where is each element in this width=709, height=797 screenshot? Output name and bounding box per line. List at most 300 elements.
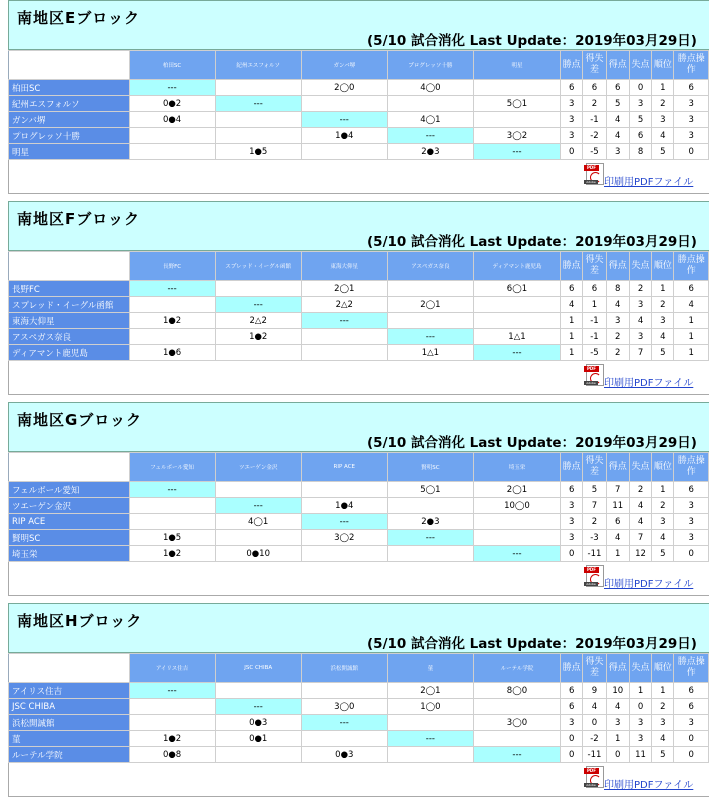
stat-value: 4 [629, 514, 651, 530]
match-result [215, 128, 301, 144]
stat-value: 3 [652, 514, 674, 530]
stat-value: 0 [583, 715, 606, 731]
stat-value: 3 [652, 313, 674, 329]
table-row [9, 144, 709, 160]
last-update: (5/10 試合消化 Last Update：2019年03月29日) [367, 234, 697, 250]
stat-value: 3 [606, 313, 629, 329]
self-match-cell: --- [301, 313, 387, 329]
self-match-cell: --- [387, 731, 473, 747]
match-result: 3◯0 [301, 699, 387, 715]
table-row [9, 747, 709, 763]
stat-value: 11 [629, 747, 651, 763]
match-result: 4◯1 [215, 514, 301, 530]
match-result: 6◯1 [473, 281, 560, 297]
match-result [215, 683, 301, 699]
stat-value: 5 [629, 112, 651, 128]
stat-value: 3 [629, 715, 651, 731]
stat-value: 2 [652, 699, 674, 715]
self-match-cell: --- [387, 530, 473, 546]
stat-value: 6 [606, 514, 629, 530]
standings-table [8, 452, 709, 562]
self-match-cell: --- [473, 546, 560, 562]
match-result: 1●2 [129, 546, 215, 562]
match-result [301, 731, 387, 747]
stat-header: 順位 [652, 252, 674, 281]
stat-value: 3 [674, 530, 709, 546]
stat-value: 8 [606, 281, 629, 297]
stat-value: 4 [652, 329, 674, 345]
team-name: フェルボール愛知 [9, 482, 130, 498]
stat-value: 0 [674, 144, 709, 160]
team-name: 埼玉栄 [9, 546, 130, 562]
last-update: (5/10 試合消化 Last Update：2019年03月29日) [367, 33, 697, 49]
column-team-header: 埼玉栄 [473, 453, 560, 482]
table-row [9, 498, 709, 514]
stat-header: 勝点 [561, 51, 583, 80]
stat-header: 得失差 [583, 252, 606, 281]
stat-value: 6 [561, 699, 583, 715]
match-result: 0●3 [215, 715, 301, 731]
stat-value: -11 [583, 546, 606, 562]
match-result [129, 297, 215, 313]
stat-value: 6 [561, 80, 583, 96]
column-team-header: 明星 [473, 51, 560, 80]
standings-table [8, 50, 709, 160]
stat-value: 3 [652, 112, 674, 128]
match-result [301, 546, 387, 562]
stat-value: 5 [652, 546, 674, 562]
table-row [9, 530, 709, 546]
stat-value: 1 [674, 329, 709, 345]
stat-value: 1 [561, 313, 583, 329]
self-match-cell: --- [387, 329, 473, 345]
stat-value: 5 [583, 482, 606, 498]
match-result: 8◯0 [473, 683, 560, 699]
table-row [9, 482, 709, 498]
table-row [9, 699, 709, 715]
stat-header: 失点 [629, 51, 651, 80]
stat-value: 7 [629, 530, 651, 546]
table-row [9, 514, 709, 530]
stat-value: 3 [674, 128, 709, 144]
self-match-cell: --- [129, 281, 215, 297]
stat-value: 3 [629, 731, 651, 747]
stat-value: 3 [674, 514, 709, 530]
match-result [215, 747, 301, 763]
stat-value: 3 [674, 715, 709, 731]
stat-value: 7 [629, 345, 651, 361]
stat-value: 0 [674, 747, 709, 763]
table-row [9, 313, 709, 329]
stat-header: 勝点 [561, 654, 583, 683]
match-result [473, 530, 560, 546]
block-title: 南地区Eブロック [17, 9, 140, 27]
stat-header: 勝点操作 [674, 654, 709, 683]
stat-value: 1 [674, 345, 709, 361]
stat-header: 順位 [652, 453, 674, 482]
stat-value: -5 [583, 144, 606, 160]
stat-value: 3 [561, 514, 583, 530]
match-result [473, 514, 560, 530]
match-result [301, 482, 387, 498]
match-result [301, 144, 387, 160]
match-result [473, 313, 560, 329]
match-result: 1△1 [473, 329, 560, 345]
stat-value: 3 [629, 297, 651, 313]
stat-header: 勝点 [561, 453, 583, 482]
table-row [9, 112, 709, 128]
stat-value: 4 [652, 731, 674, 747]
pdf-icon[interactable] [586, 565, 604, 587]
block-header [8, 201, 709, 251]
team-name: JSC CHIBA [9, 699, 130, 715]
column-team-header: ツエーゲン金沢 [215, 453, 301, 482]
stat-value: -11 [583, 747, 606, 763]
column-team-header: 東海大仰星 [301, 252, 387, 281]
stat-value: 1 [561, 345, 583, 361]
match-result: 2◯1 [473, 482, 560, 498]
table-row [9, 128, 709, 144]
match-result: 2◯1 [387, 683, 473, 699]
column-team-header: 柏田SC [129, 51, 215, 80]
stat-value: 2 [583, 514, 606, 530]
block-title: 南地区Gブロック [17, 411, 143, 429]
column-team-header: JSC CHIBA [215, 654, 301, 683]
stat-value: 8 [629, 144, 651, 160]
stat-value: 4 [629, 498, 651, 514]
stat-value: 2 [583, 96, 606, 112]
pdf-link[interactable]: 印刷用PDFファイル [604, 177, 694, 188]
stat-value: -1 [583, 313, 606, 329]
block-title: 南地区Fブロック [17, 210, 140, 228]
stat-value: 3 [629, 96, 651, 112]
match-result: 0●1 [215, 731, 301, 747]
match-result: 1●6 [129, 345, 215, 361]
pdf-icon-label: PDF [584, 768, 599, 774]
stat-header: 得点 [606, 453, 629, 482]
block-footer [8, 361, 709, 395]
match-result: 1●2 [129, 313, 215, 329]
match-result [387, 715, 473, 731]
pdf-link[interactable]: 印刷用PDFファイル [604, 780, 694, 791]
column-team-header: RIP ACE [301, 453, 387, 482]
stat-value: 6 [606, 80, 629, 96]
team-name: 賢明SC [9, 530, 130, 546]
stat-value: 1 [629, 683, 651, 699]
stat-value: 2 [652, 498, 674, 514]
match-result: 1●2 [215, 329, 301, 345]
match-result: 3◯2 [473, 128, 560, 144]
block-header [8, 603, 709, 653]
column-team-header: 賢明SC [387, 453, 473, 482]
pdf-link[interactable]: 印刷用PDFファイル [604, 378, 694, 389]
standings-table [8, 251, 709, 361]
stat-value: 1 [652, 482, 674, 498]
team-name: ディアマント鹿児島 [9, 345, 130, 361]
match-result: 3◯2 [301, 530, 387, 546]
team-name: ツエーゲン金沢 [9, 498, 130, 514]
column-team-header: プログレッソ十勝 [387, 51, 473, 80]
stat-value: 3 [561, 498, 583, 514]
stat-value: 0 [629, 699, 651, 715]
stat-header: 勝点操作 [674, 252, 709, 281]
pdf-icon-label: PDF [584, 165, 599, 171]
stat-value: 3 [561, 715, 583, 731]
pdf-icon-sublabel: Adobe [584, 582, 598, 586]
match-result: 1●4 [301, 128, 387, 144]
table-row [9, 546, 709, 562]
block-title: 南地区Hブロック [17, 612, 143, 630]
stat-value: 2 [652, 297, 674, 313]
stat-value: 5 [652, 144, 674, 160]
stat-header: 得点 [606, 654, 629, 683]
match-result: 2△2 [301, 297, 387, 313]
header-corner [9, 654, 130, 683]
match-result [129, 144, 215, 160]
stat-value: 1 [652, 281, 674, 297]
match-result: 2◯0 [301, 80, 387, 96]
header-row [9, 252, 709, 281]
team-name: プログレッソ十勝 [9, 128, 130, 144]
stat-header: 勝点操作 [674, 51, 709, 80]
match-result: 4◯1 [387, 112, 473, 128]
header-corner [9, 51, 130, 80]
stat-value: 11 [606, 498, 629, 514]
match-result [301, 345, 387, 361]
match-result [129, 715, 215, 731]
header-row [9, 453, 709, 482]
self-match-cell: --- [129, 80, 215, 96]
stat-value: 0 [674, 731, 709, 747]
stat-value: 3 [606, 144, 629, 160]
self-match-cell: --- [473, 144, 560, 160]
pdf-icon[interactable] [586, 364, 604, 386]
stat-value: 1 [674, 313, 709, 329]
match-result [129, 514, 215, 530]
table-row [9, 715, 709, 731]
column-team-header: スプレッド・イーグル函館 [215, 252, 301, 281]
table-row [9, 80, 709, 96]
stat-value: 4 [583, 699, 606, 715]
block-header [8, 0, 709, 50]
column-team-header: ルーテル学院 [473, 654, 560, 683]
stat-header: 失点 [629, 654, 651, 683]
team-name: 浜松開誠館 [9, 715, 130, 731]
stat-value: -2 [583, 128, 606, 144]
match-result: 0●4 [129, 112, 215, 128]
table-row [9, 281, 709, 297]
block-footer [8, 763, 709, 797]
pdf-icon-sublabel: Adobe [584, 180, 598, 184]
table-row [9, 329, 709, 345]
match-result [129, 699, 215, 715]
match-result: 1●5 [129, 530, 215, 546]
stat-value: -3 [583, 530, 606, 546]
stat-value: 3 [674, 112, 709, 128]
match-result: 1●4 [301, 498, 387, 514]
stat-header: 得失差 [583, 654, 606, 683]
block-footer [8, 562, 709, 596]
block-footer [8, 160, 709, 194]
match-result: 0●3 [301, 747, 387, 763]
self-match-cell: --- [215, 498, 301, 514]
block-header [8, 402, 709, 452]
self-match-cell: --- [129, 683, 215, 699]
match-result [473, 699, 560, 715]
last-update: (5/10 試合消化 Last Update：2019年03月29日) [367, 435, 697, 451]
team-name: 長野FC [9, 281, 130, 297]
stat-value: 6 [583, 281, 606, 297]
match-result [387, 96, 473, 112]
match-result [129, 329, 215, 345]
stat-value: 6 [583, 80, 606, 96]
stat-value: 1 [652, 80, 674, 96]
stat-value: 10 [606, 683, 629, 699]
match-result: 0●10 [215, 546, 301, 562]
column-team-header: 菫 [387, 654, 473, 683]
stat-value: 4 [606, 530, 629, 546]
match-result: 2●3 [387, 514, 473, 530]
stat-value: 4 [561, 297, 583, 313]
match-result [129, 128, 215, 144]
pdf-link[interactable]: 印刷用PDFファイル [604, 579, 694, 590]
match-result [215, 530, 301, 546]
match-result [473, 112, 560, 128]
stat-value: 1 [583, 297, 606, 313]
match-result [215, 112, 301, 128]
column-team-header: フェルボール愛知 [129, 453, 215, 482]
stat-value: 2 [629, 281, 651, 297]
stat-header: 得失差 [583, 51, 606, 80]
stat-value: 0 [606, 747, 629, 763]
stat-value: 6 [561, 281, 583, 297]
pdf-icon-sublabel: Adobe [584, 381, 598, 385]
stat-value: 3 [561, 96, 583, 112]
stat-value: 6 [674, 281, 709, 297]
stat-value: 6 [674, 699, 709, 715]
team-name: アスペガス奈良 [9, 329, 130, 345]
match-result [301, 683, 387, 699]
team-name: ルーテル学院 [9, 747, 130, 763]
stat-value: 3 [652, 715, 674, 731]
match-result: 10◯0 [473, 498, 560, 514]
team-name: 東海大仰星 [9, 313, 130, 329]
stat-value: 5 [606, 96, 629, 112]
stat-value: 6 [561, 683, 583, 699]
team-name: 菫 [9, 731, 130, 747]
match-result: 1△1 [387, 345, 473, 361]
self-match-cell: --- [301, 514, 387, 530]
table-row [9, 96, 709, 112]
stat-header: 勝点 [561, 252, 583, 281]
stat-value: 2 [629, 482, 651, 498]
pdf-icon-sublabel: Adobe [584, 783, 598, 787]
stat-header: 失点 [629, 453, 651, 482]
header-row [9, 654, 709, 683]
match-result: 2◯1 [301, 281, 387, 297]
stat-header: 勝点操作 [674, 453, 709, 482]
self-match-cell: --- [301, 112, 387, 128]
column-team-header: 浜松開誠館 [301, 654, 387, 683]
pdf-icon-label: PDF [584, 366, 599, 372]
stat-value: 3 [561, 128, 583, 144]
stat-value: 4 [674, 297, 709, 313]
self-match-cell: --- [215, 699, 301, 715]
stat-value: 7 [606, 482, 629, 498]
match-result: 0●2 [129, 96, 215, 112]
match-result: 1●2 [129, 731, 215, 747]
match-result [129, 498, 215, 514]
stat-value: 12 [629, 546, 651, 562]
pdf-icon[interactable] [586, 766, 604, 788]
stat-value: 6 [674, 683, 709, 699]
match-result [387, 498, 473, 514]
match-result: 5◯1 [387, 482, 473, 498]
self-match-cell: --- [301, 715, 387, 731]
self-match-cell: --- [473, 345, 560, 361]
header-corner [9, 252, 130, 281]
stat-value: 0 [561, 546, 583, 562]
column-team-header: アイリス住吉 [129, 654, 215, 683]
match-result: 5◯1 [473, 96, 560, 112]
stat-value: 2 [606, 345, 629, 361]
stat-value: 0 [561, 747, 583, 763]
match-result: 3◯0 [473, 715, 560, 731]
match-result [215, 482, 301, 498]
match-result [387, 313, 473, 329]
stat-value: 2 [652, 96, 674, 112]
stat-value: 3 [674, 96, 709, 112]
stat-value: 1 [606, 546, 629, 562]
team-name: スプレッド・イーグル函館 [9, 297, 130, 313]
stat-value: 4 [652, 128, 674, 144]
last-update: (5/10 試合消化 Last Update：2019年03月29日) [367, 636, 697, 652]
team-name: 紀州エスフォルソ [9, 96, 130, 112]
team-name: 柏田SC [9, 80, 130, 96]
match-result: 4◯0 [387, 80, 473, 96]
standings-table [8, 653, 709, 763]
match-result [215, 281, 301, 297]
match-result: 1●5 [215, 144, 301, 160]
stat-value: 6 [629, 128, 651, 144]
stat-value: 6 [561, 482, 583, 498]
pdf-icon[interactable] [586, 163, 604, 185]
match-result [387, 747, 473, 763]
stat-value: 3 [674, 498, 709, 514]
match-result [473, 297, 560, 313]
column-team-header: ガンバ堺 [301, 51, 387, 80]
table-row [9, 297, 709, 313]
group-block [8, 0, 709, 194]
group-block [8, 201, 709, 395]
stat-value: 1 [652, 683, 674, 699]
column-team-header: 紀州エスフォルソ [215, 51, 301, 80]
stat-value: 3 [606, 715, 629, 731]
match-result [473, 80, 560, 96]
group-block [8, 603, 709, 797]
stat-value: 6 [674, 482, 709, 498]
stat-value: 3 [561, 530, 583, 546]
column-team-header: アスペガス奈良 [387, 252, 473, 281]
column-team-header: 長野FC [129, 252, 215, 281]
stat-value: 1 [606, 731, 629, 747]
match-result [387, 546, 473, 562]
stat-value: 0 [674, 546, 709, 562]
stat-value: -1 [583, 329, 606, 345]
stat-value: 5 [652, 747, 674, 763]
stat-value: 9 [583, 683, 606, 699]
self-match-cell: --- [473, 747, 560, 763]
